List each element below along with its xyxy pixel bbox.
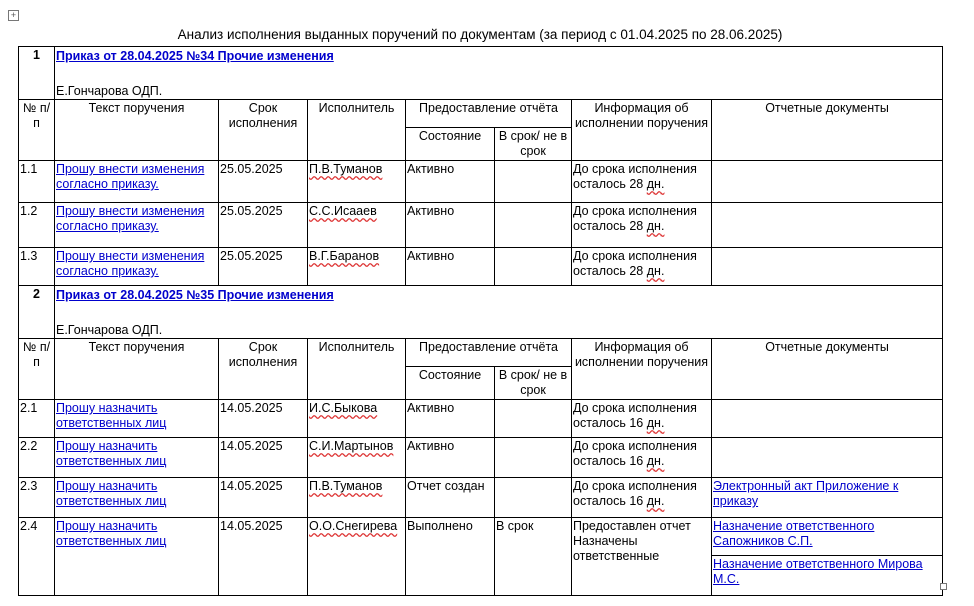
row-documents (712, 248, 943, 286)
row-state: Активно (406, 161, 495, 203)
assignment-link[interactable]: Прошу внести изменения согласно приказу. (56, 204, 205, 233)
row-info: До срока исполнения осталось 28 дн. (572, 248, 712, 286)
row-executor: П.В.Туманов (309, 162, 383, 176)
column-header-row (19, 100, 943, 128)
report-document-link[interactable]: Назначение ответственного Мирова М.С. (713, 557, 923, 586)
row-deadline: 25.05.2025 (219, 161, 308, 203)
row-info: До срока исполнения осталось 16 дн. (572, 478, 712, 518)
row-executor: С.И.Мартынов (309, 439, 394, 453)
header-deadline: Срок исполнения (219, 100, 308, 161)
row-executor: П.В.Туманов (309, 479, 383, 493)
row-info: До срока исполнения осталось 16 дн. (572, 438, 712, 478)
row-ontime (495, 478, 572, 518)
row-state: Отчет создан (406, 478, 495, 518)
header-info: Информация об исполнении поручения (572, 100, 712, 161)
section-number: 1 (19, 47, 55, 100)
assignment-link[interactable]: Прошу назначить ответственных лиц (56, 401, 167, 430)
row-executor: В.Г.Баранов (309, 249, 380, 263)
row-documents (712, 478, 943, 518)
report-document-link[interactable]: Назначение ответственного Сапожников С.П. (713, 519, 875, 548)
header-num: № п/п (19, 100, 55, 161)
row-deadline: 14.05.2025 (219, 400, 308, 438)
row-number: 2.2 (19, 438, 55, 478)
row-info: До срока исполнения осталось 16 дн. (572, 400, 712, 438)
row-documents (712, 438, 943, 478)
header-info: Информация об исполнении поручения (572, 339, 712, 400)
row-executor: С.С.Исааев (309, 204, 377, 218)
section-header (19, 47, 943, 100)
header-num: № п/п (19, 339, 55, 400)
row-documents (712, 518, 943, 596)
header-text: Текст поручения (55, 339, 219, 400)
table-row (19, 203, 943, 248)
row-deadline: 25.05.2025 (219, 248, 308, 286)
table-row (19, 161, 943, 203)
row-info: Предоставлен отчет Назначены ответственные (572, 518, 712, 596)
section-number: 2 (19, 286, 55, 339)
report-table (18, 46, 943, 596)
assignment-link[interactable]: Прошу назначить ответственных лиц (56, 519, 167, 548)
row-number: 2.3 (19, 478, 55, 518)
document-link[interactable]: Приказ от 28.04.2025 №35 Прочие изменения (56, 288, 334, 302)
row-state: Активно (406, 400, 495, 438)
row-deadline: 14.05.2025 (219, 438, 308, 478)
row-number: 2.4 (19, 518, 55, 596)
header-ontime: В срок/ не в срок (495, 128, 572, 161)
document-link[interactable]: Приказ от 28.04.2025 №34 Прочие изменения (56, 49, 334, 63)
header-ontime: В срок/ не в срок (495, 367, 572, 400)
assignment-link[interactable]: Прошу назначить ответственных лиц (56, 439, 167, 468)
row-documents (712, 161, 943, 203)
header-executor: Исполнитель (308, 339, 406, 400)
row-executor: О.О.Снегирева (309, 519, 398, 533)
header-docs: Отчетные документы (712, 339, 943, 400)
row-ontime (495, 161, 572, 203)
table-move-handle[interactable]: + (8, 10, 19, 21)
row-state: Активно (406, 438, 495, 478)
row-number: 1.2 (19, 203, 55, 248)
row-state: Выполнено (406, 518, 495, 596)
report-document-link[interactable]: Электронный акт Приложение к приказу (713, 479, 899, 508)
header-report: Предоставление отчёта (406, 100, 572, 128)
header-report: Предоставление отчёта (406, 339, 572, 367)
row-deadline: 14.05.2025 (219, 518, 308, 596)
table-row (19, 438, 943, 478)
header-docs: Отчетные документы (712, 100, 943, 161)
document-author: Е.Гончарова ОДП. (56, 84, 163, 98)
row-number: 1.1 (19, 161, 55, 203)
header-executor: Исполнитель (308, 100, 406, 161)
row-ontime (495, 438, 572, 478)
header-state: Состояние (406, 128, 495, 161)
assignment-link[interactable]: Прошу внести изменения согласно приказу. (56, 249, 205, 278)
report-title: Анализ исполнения выданных поручений по документам (за период с 01.04.2025 по 28.06.2025) (177, 27, 783, 42)
document-author: Е.Гончарова ОДП. (56, 323, 163, 337)
header-text: Текст поручения (55, 100, 219, 161)
row-number: 2.1 (19, 400, 55, 438)
section-document-cell (55, 47, 943, 100)
row-deadline: 25.05.2025 (219, 203, 308, 248)
row-ontime (495, 248, 572, 286)
assignment-link[interactable]: Прошу внести изменения согласно приказу. (56, 162, 205, 191)
header-state: Состояние (406, 367, 495, 400)
row-documents (712, 203, 943, 248)
row-ontime (495, 203, 572, 248)
column-header-row (19, 339, 943, 367)
table-row (19, 518, 943, 596)
table-resize-handle[interactable] (940, 583, 947, 590)
row-ontime (495, 400, 572, 438)
row-state: Активно (406, 203, 495, 248)
section-document-cell (55, 286, 943, 339)
row-documents (712, 400, 943, 438)
table-row (19, 478, 943, 518)
row-deadline: 14.05.2025 (219, 478, 308, 518)
assignment-link[interactable]: Прошу назначить ответственных лиц (56, 479, 167, 508)
row-executor: И.С.Быкова (309, 401, 378, 415)
row-info: До срока исполнения осталось 28 дн. (572, 203, 712, 248)
header-deadline: Срок исполнения (219, 339, 308, 400)
row-ontime: В срок (495, 518, 572, 596)
row-info: До срока исполнения осталось 28 дн. (572, 161, 712, 203)
table-row (19, 248, 943, 286)
section-header (19, 286, 943, 339)
row-number: 1.3 (19, 248, 55, 286)
row-state: Активно (406, 248, 495, 286)
table-row (19, 400, 943, 438)
